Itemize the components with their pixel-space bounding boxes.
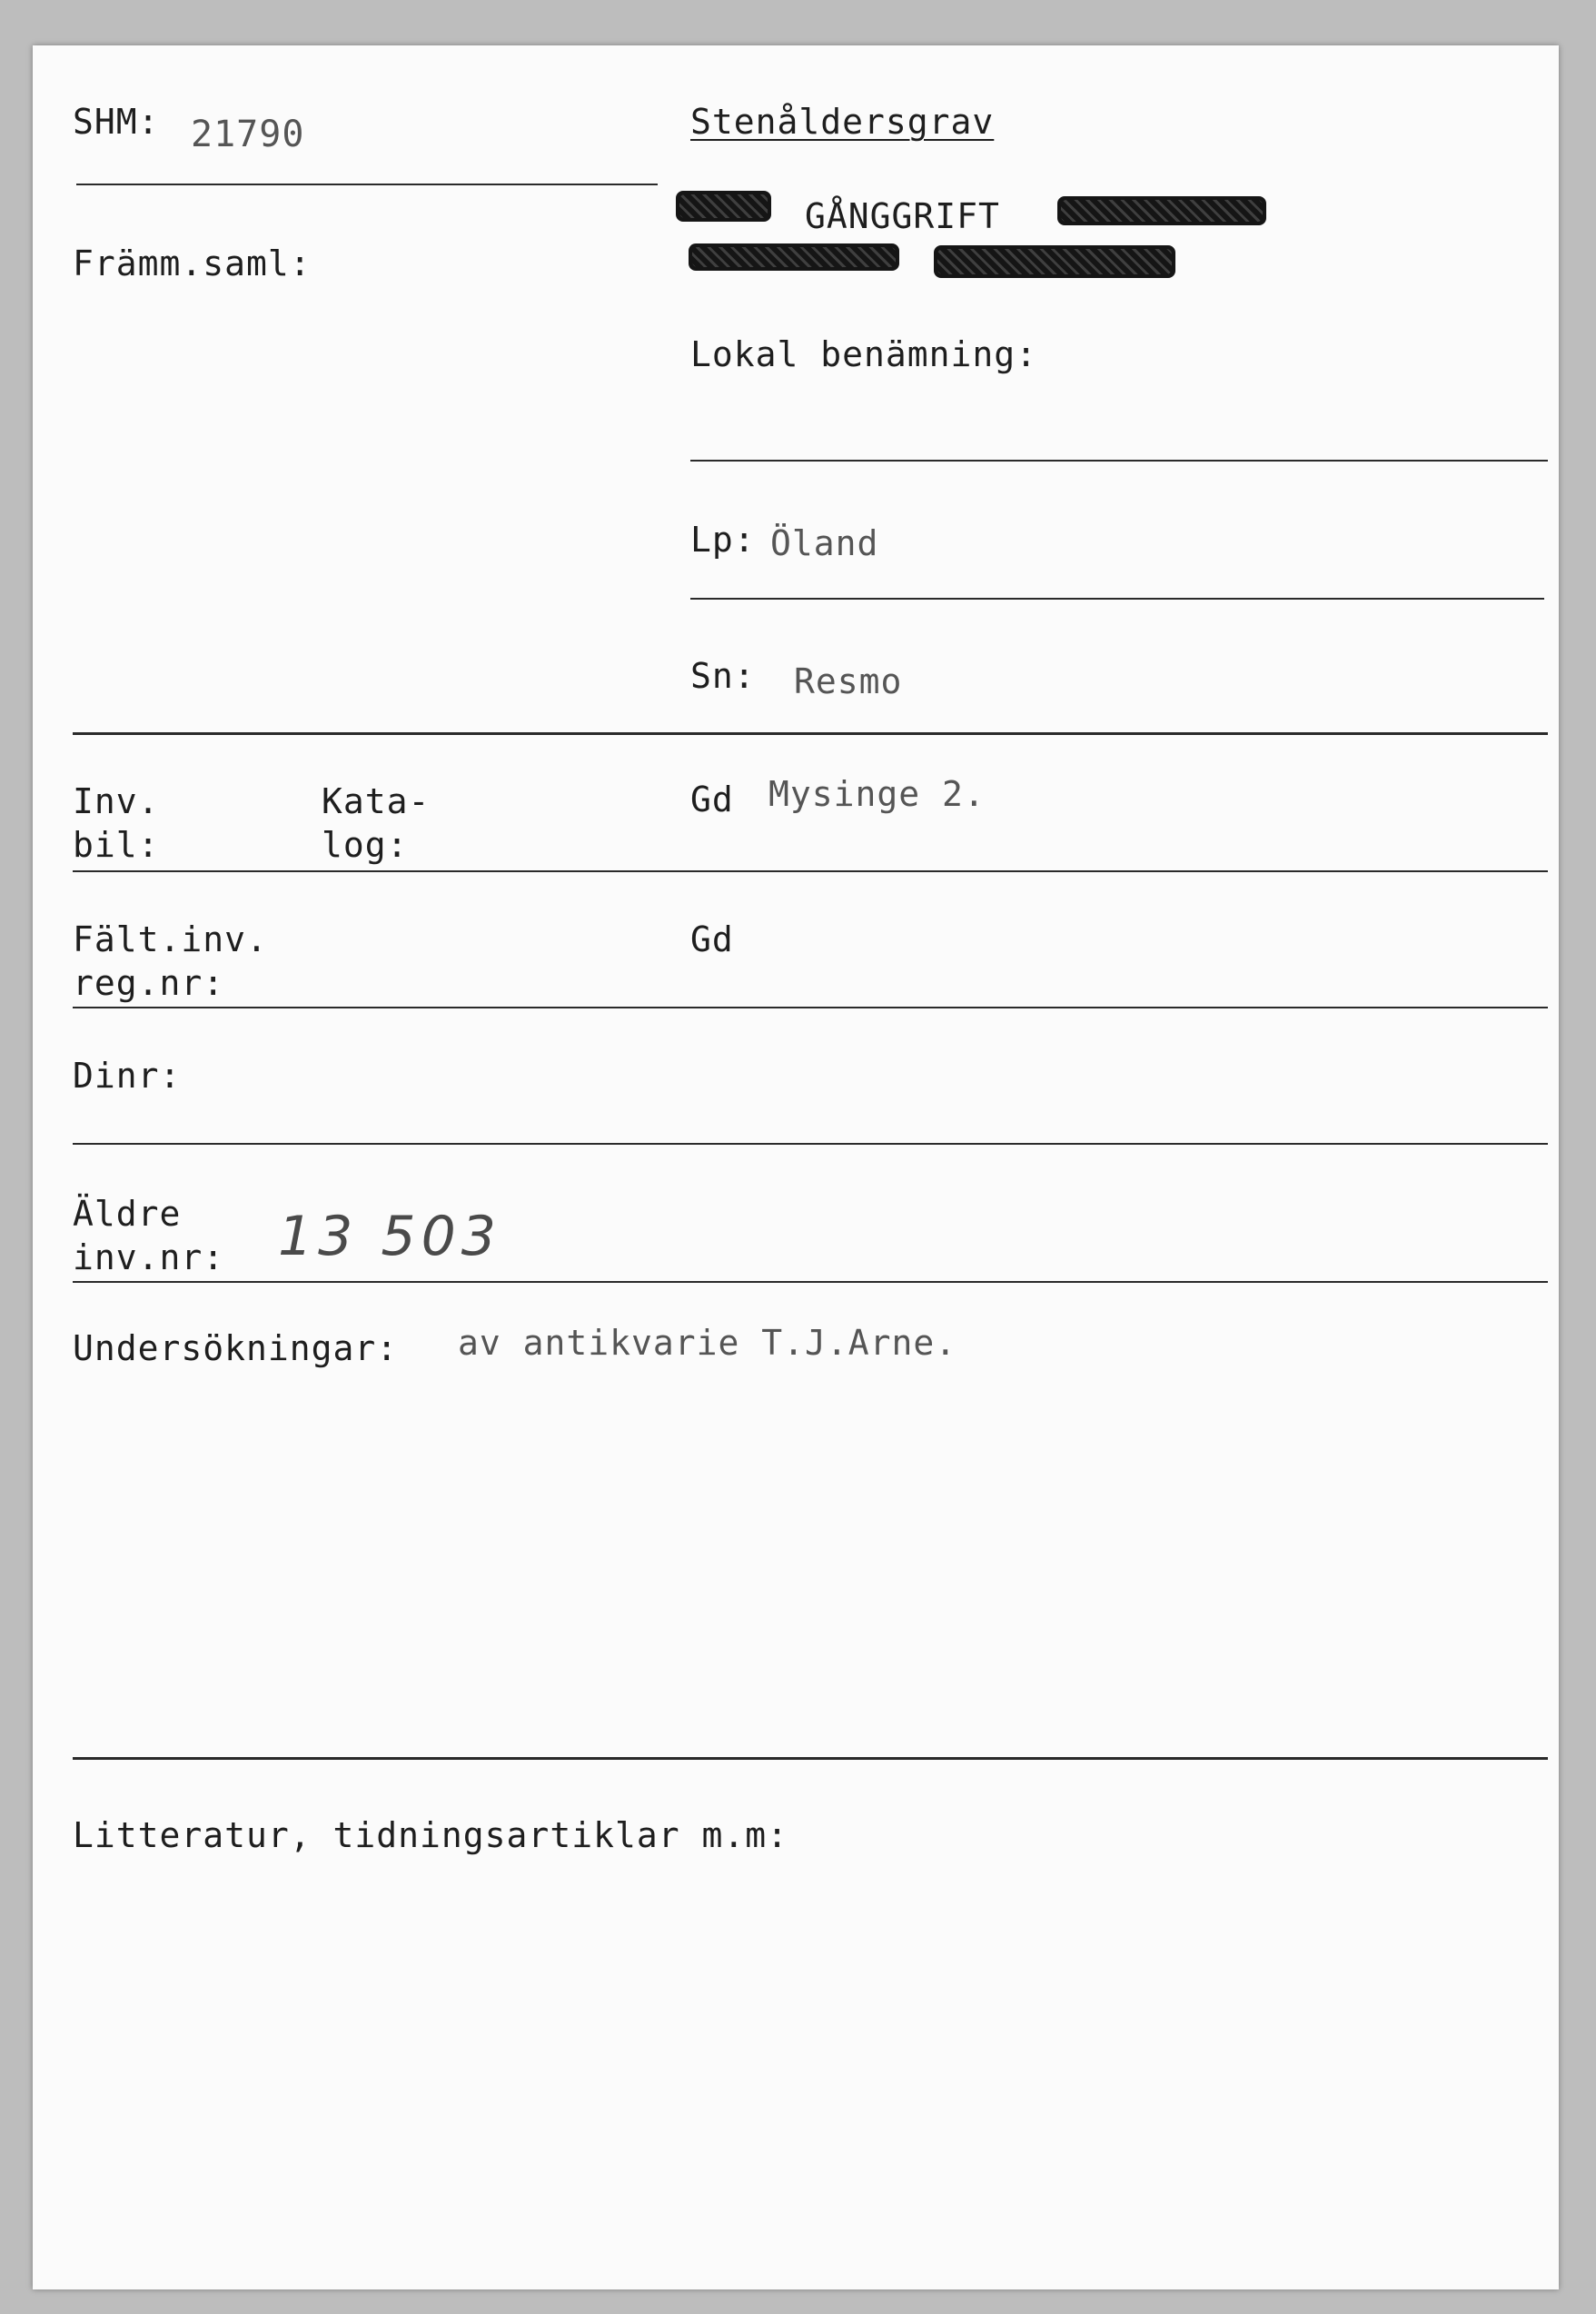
divider-lp bbox=[690, 598, 1544, 600]
redaction-block bbox=[689, 243, 899, 271]
gd1-label: Gd bbox=[690, 780, 734, 819]
framm-saml-label: Främm.saml: bbox=[73, 243, 312, 283]
aldre-line1: Äldre bbox=[73, 1194, 182, 1234]
lp-label: Lp: bbox=[690, 520, 756, 560]
redaction-block bbox=[676, 191, 771, 222]
shm-value: 21790 bbox=[191, 114, 305, 155]
divider-undersokningar bbox=[73, 1757, 1548, 1760]
undersokningar-label: Undersökningar: bbox=[73, 1328, 399, 1368]
divider-main bbox=[73, 732, 1548, 735]
gd2-label: Gd bbox=[690, 919, 734, 959]
divider-shm bbox=[76, 184, 658, 185]
redaction-block bbox=[1057, 196, 1266, 225]
lp-value: Öland bbox=[770, 523, 879, 563]
catalog-card bbox=[33, 45, 1559, 2289]
litteratur-label: Litteratur, tidningsartiklar m.m: bbox=[73, 1815, 788, 1855]
type-value: GÅNGGRIFT bbox=[805, 196, 1000, 236]
lokal-label: Lokal benämning: bbox=[690, 334, 1038, 374]
katalog-line2: log: bbox=[322, 825, 409, 865]
shm-label: SHM: bbox=[73, 102, 160, 142]
aldre-line2: inv.nr: bbox=[73, 1237, 225, 1277]
falt-line1: Fält.inv. bbox=[73, 919, 268, 959]
gd1-value: Mysinge 2. bbox=[768, 774, 986, 814]
sn-value: Resmo bbox=[794, 661, 903, 701]
aldre-inv-value: 13 503 bbox=[278, 1205, 501, 1268]
divider-falt bbox=[73, 1007, 1548, 1008]
dinr-label: Dinr: bbox=[73, 1056, 182, 1096]
category-heading: Stenåldersgrav bbox=[690, 102, 995, 142]
divider-lokal bbox=[690, 460, 1548, 462]
katalog-line1: Kata- bbox=[322, 781, 431, 821]
falt-line2: reg.nr: bbox=[73, 963, 225, 1003]
inv-bil-line1: Inv. bbox=[73, 781, 160, 821]
sn-label: Sn: bbox=[690, 656, 756, 696]
divider-dinr bbox=[73, 1143, 1548, 1145]
inv-bil-line2: bil: bbox=[73, 825, 160, 865]
divider-aldre bbox=[73, 1281, 1548, 1283]
undersokningar-value: av antikvarie T.J.Arne. bbox=[458, 1323, 957, 1363]
redaction-block bbox=[934, 245, 1175, 278]
divider-inv bbox=[73, 870, 1548, 872]
